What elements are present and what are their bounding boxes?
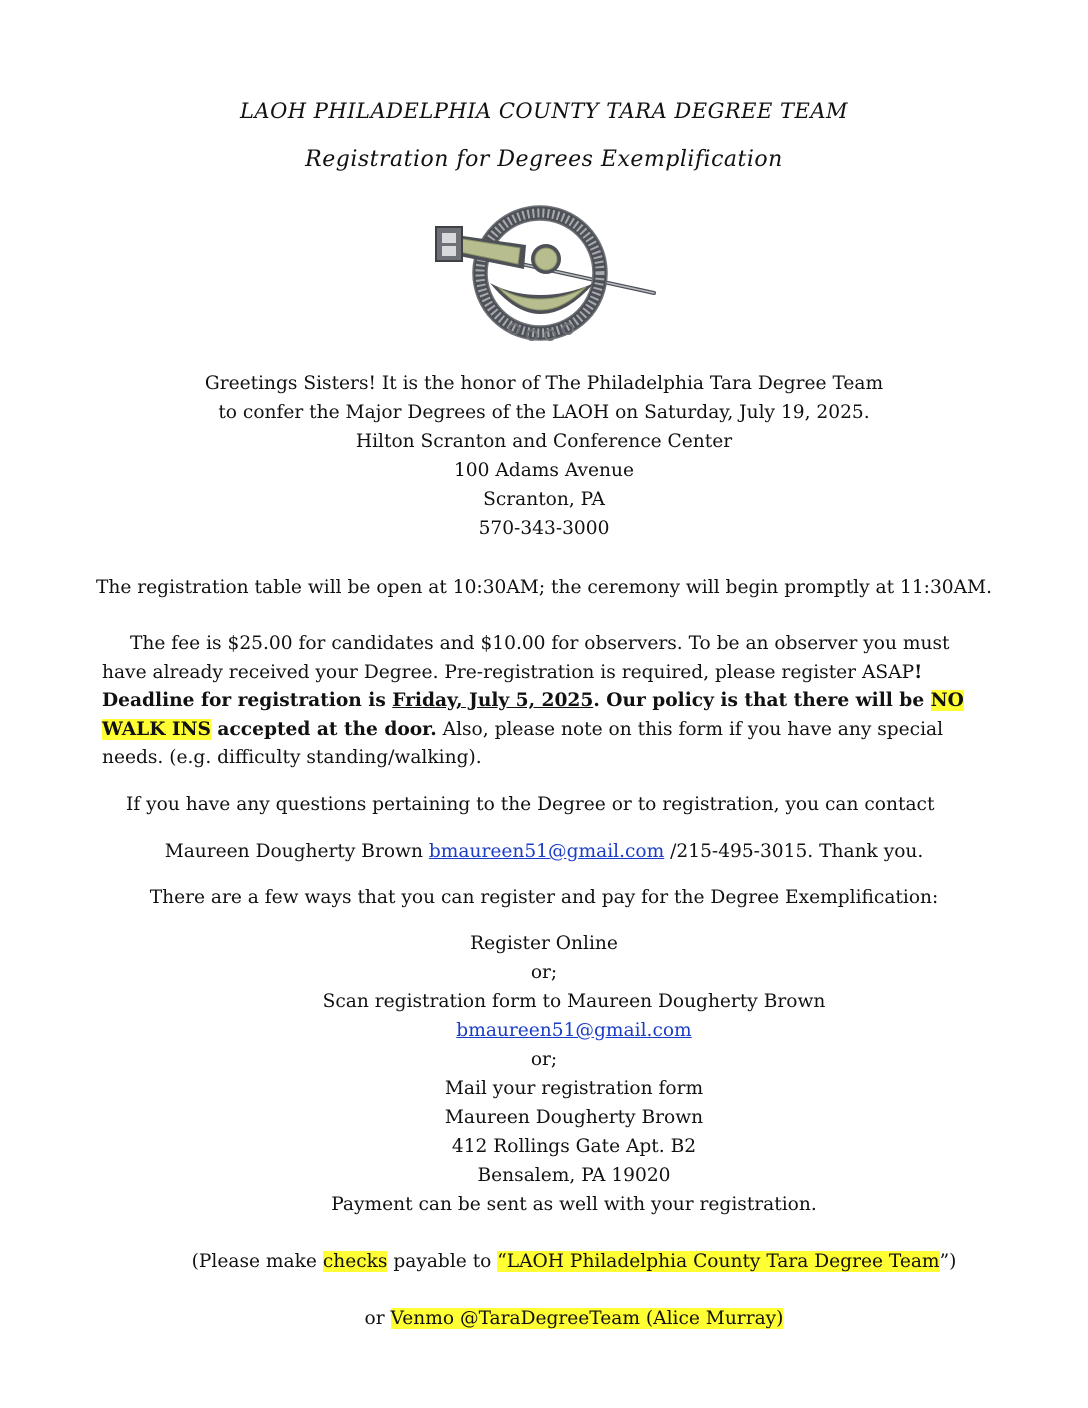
greeting-line: to confer the Major Degrees of the LAOH on Saturday, July 19, 2025. <box>218 402 870 423</box>
payee-highlight: “LAOH Philadelphia County Tara Degree Team <box>497 1251 940 1272</box>
checks-text-middle: payable to <box>387 1251 498 1272</box>
policy-text-end: accepted at the door. <box>210 718 437 740</box>
mail-name: Maureen Dougherty Brown <box>444 1107 704 1128</box>
checks-line <box>30 1248 1088 1276</box>
no-walk-ins-highlight: NO WALK INS <box>102 690 964 740</box>
checks-text: (Please make <box>191 1251 323 1272</box>
contact-line <box>0 838 1088 866</box>
contact-phone: /215-495-3015. Thank you. <box>664 841 924 862</box>
ways-intro: There are a few ways that you can register and pay for the Degree Exemplification: <box>149 887 939 908</box>
fee-exclamation: ! <box>914 661 923 683</box>
policy-text: Our policy is that there will be <box>599 690 931 712</box>
deadline-label: Deadline for registration is <box>102 690 393 712</box>
venue-street: 100 Adams Avenue <box>453 460 635 481</box>
scan-email-line <box>30 1017 1088 1045</box>
venue-city: Scranton, PA <box>483 489 605 510</box>
payment-note: Payment can be sent as well with your registration. <box>331 1194 817 1215</box>
mail-instruction: Mail your registration form <box>444 1078 704 1099</box>
scan-instruction: Scan registration form to Maureen Dougherty Brown <box>322 991 826 1012</box>
contact-name: Maureen Dougherty Brown <box>164 841 429 862</box>
or-separator: or; <box>530 1049 558 1070</box>
document-title: LAOH PHILADELPHIA COUNTY TARA DEGREE TEAM <box>239 99 849 123</box>
document-subtitle: Registration for Degrees Exemplification <box>305 147 783 172</box>
register-online: Register Online <box>470 933 618 954</box>
venue-name: Hilton Scranton and Conference Center <box>355 431 733 452</box>
checks-text-end: ”) <box>939 1251 957 1272</box>
celtic-tara-brooch-icon <box>428 195 664 350</box>
mail-city: Bensalem, PA 19020 <box>477 1165 671 1186</box>
deadline-date: Friday, July 5, 2025 <box>392 690 594 712</box>
venmo-highlight: Venmo @TaraDegreeTeam (Alice Murray) <box>390 1308 784 1329</box>
contact-email-link[interactable]: bmaureen51@gmail.com <box>428 841 665 862</box>
fee-paragraph <box>102 630 992 773</box>
contact-intro: If you have any questions pertaining to the Degree or to registration, you can contact <box>126 794 935 815</box>
scan-email-link[interactable]: bmaureen51@gmail.com <box>456 1020 692 1041</box>
venmo-line <box>30 1305 1088 1333</box>
greeting-line: Greetings Sisters! It is the honor of The Philadelphia Tara Degree Team <box>204 373 884 394</box>
venmo-or: or <box>364 1308 391 1329</box>
checks-highlight: checks <box>322 1251 388 1272</box>
deadline-period: . <box>593 690 600 712</box>
or-separator: or; <box>530 962 558 983</box>
venue-phone: 570-343-3000 <box>478 518 610 539</box>
special-needs-text: Also, please note on this form if you have any special needs. (e.g. difficulty standing/walking). <box>102 718 944 769</box>
schedule-text: The registration table will be open at 10:30AM; the ceremony will begin promptly at 11:30AM. <box>96 577 992 598</box>
mail-street: 412 Rollings Gate Apt. B2 <box>451 1136 697 1157</box>
fee-text: The fee is $25.00 for candidates and $10.00 for observers. To be an observer you must have already received your Degree. Pre-registration is required, please register ASAP <box>102 633 950 683</box>
